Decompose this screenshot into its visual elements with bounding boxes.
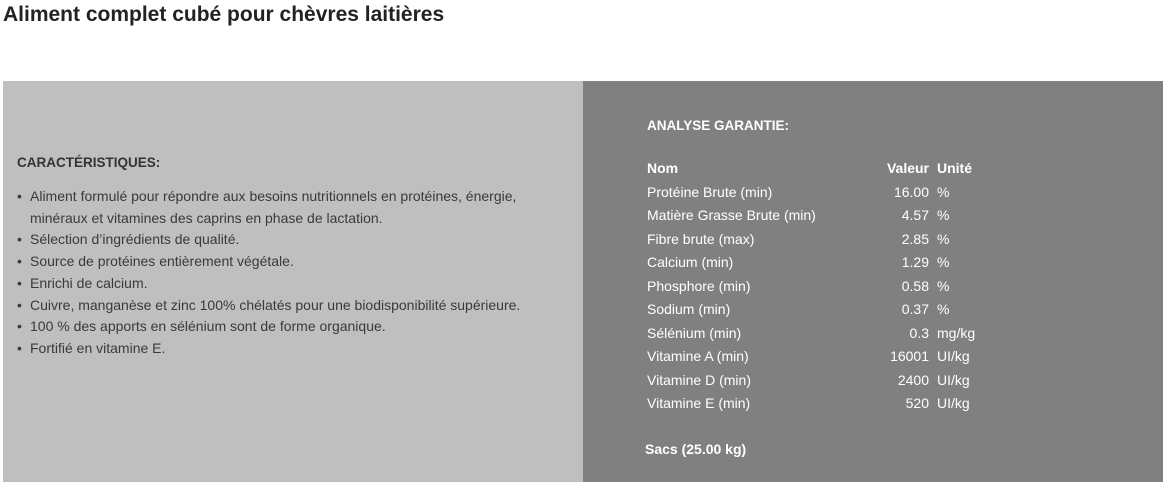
bullet-icon: • xyxy=(17,318,22,335)
list-item-text: Source de protéines entièrement végétale. xyxy=(30,253,294,270)
table-row xyxy=(645,228,1007,252)
nutrient-value: 16.00 xyxy=(893,183,929,200)
list-item-text: Cuivre, manganèse et zinc 100% chélatés pour une biodisponibilité supérieure. xyxy=(30,296,521,313)
bag-size: Sacs (25.00 kg) xyxy=(645,441,747,457)
nutrient-name: Protéine Brute (min) xyxy=(647,183,773,200)
nutrient-name: Calcium (min) xyxy=(647,254,734,270)
characteristics-list xyxy=(17,186,571,360)
nutrient-unit: % xyxy=(937,277,950,294)
nutrient-unit: mg/kg xyxy=(937,324,976,341)
analysis-table xyxy=(645,157,1007,416)
bullet-icon: • xyxy=(17,231,22,248)
list-item xyxy=(17,229,571,251)
list-item xyxy=(17,316,571,338)
list-item-text: Aliment formulé pour répondre aux besoins nutritionnels en protéines, énergie, minéraux et vitamines des caprins en phase de lactation. xyxy=(30,188,517,226)
nutrient-name: Phosphore (min) xyxy=(647,277,751,294)
nutrient-name: Vitamine D (min) xyxy=(647,371,751,388)
nutrient-name: Matière Grasse Brute (min) xyxy=(647,207,816,223)
table-row xyxy=(645,181,1007,205)
nutrient-value: 16001 xyxy=(890,348,929,364)
analysis-heading: ANALYSE GARANTIE: xyxy=(647,118,790,133)
nutrient-name: Sélénium (min) xyxy=(647,324,742,341)
bullet-icon: • xyxy=(17,253,22,270)
characteristics-panel xyxy=(3,81,583,482)
bullet-icon: • xyxy=(17,339,22,356)
nutrient-value: 4.57 xyxy=(901,207,929,223)
list-item xyxy=(17,338,571,360)
table-row xyxy=(645,392,1007,416)
table-header-row xyxy=(645,157,1007,181)
nutrient-unit: % xyxy=(937,301,950,317)
list-item xyxy=(17,295,571,317)
nutrient-value: 2400 xyxy=(897,371,929,388)
nutrient-unit: % xyxy=(937,230,950,247)
table-row xyxy=(645,345,1007,369)
nutrient-value: 1.29 xyxy=(901,254,929,270)
bullet-icon: • xyxy=(17,188,22,204)
nutrient-unit: UI/kg xyxy=(937,371,970,388)
page-title: Aliment complet cubé pour chèvres laitières xyxy=(3,3,445,26)
list-item-text: Enrichi de calcium. xyxy=(30,274,148,291)
column-header-name: Nom xyxy=(647,160,679,176)
bullet-icon: • xyxy=(17,296,22,313)
nutrient-name: Sodium (min) xyxy=(647,301,731,317)
product-details xyxy=(3,81,1163,482)
table-row xyxy=(645,322,1007,346)
nutrient-unit: % xyxy=(937,254,950,270)
bullet-icon: • xyxy=(17,274,22,291)
analysis-panel xyxy=(583,81,1163,482)
nutrient-value: 0.58 xyxy=(901,277,929,294)
list-item xyxy=(17,273,571,295)
nutrient-name: Vitamine E (min) xyxy=(647,395,751,411)
list-item-text: Sélection d’ingrédients de qualité. xyxy=(30,231,240,248)
table-row xyxy=(645,204,1007,228)
nutrient-value: 0.37 xyxy=(901,301,929,317)
table-row xyxy=(645,275,1007,299)
nutrient-unit: % xyxy=(937,207,950,223)
list-item-text: Fortifié en vitamine E. xyxy=(30,339,166,356)
column-header-value: Valeur xyxy=(886,160,929,176)
table-row xyxy=(645,251,1007,275)
list-item xyxy=(17,186,571,229)
table-row xyxy=(645,298,1007,322)
nutrient-value: 520 xyxy=(905,395,929,411)
list-item xyxy=(17,251,571,273)
nutrient-name: Fibre brute (max) xyxy=(647,230,755,247)
nutrient-name: Vitamine A (min) xyxy=(647,348,749,364)
column-header-unit: Unité xyxy=(937,160,972,176)
nutrient-unit: UI/kg xyxy=(937,395,970,411)
nutrient-value: 0.3 xyxy=(909,324,929,341)
nutrient-unit: UI/kg xyxy=(937,348,970,364)
nutrient-unit: % xyxy=(937,183,950,200)
characteristics-heading: CARACTÉRISTIQUES: xyxy=(17,155,161,170)
list-item-text: 100 % des apports en sélénium sont de forme organique. xyxy=(30,318,386,335)
nutrient-value: 2.85 xyxy=(901,230,929,247)
table-row xyxy=(645,369,1007,393)
